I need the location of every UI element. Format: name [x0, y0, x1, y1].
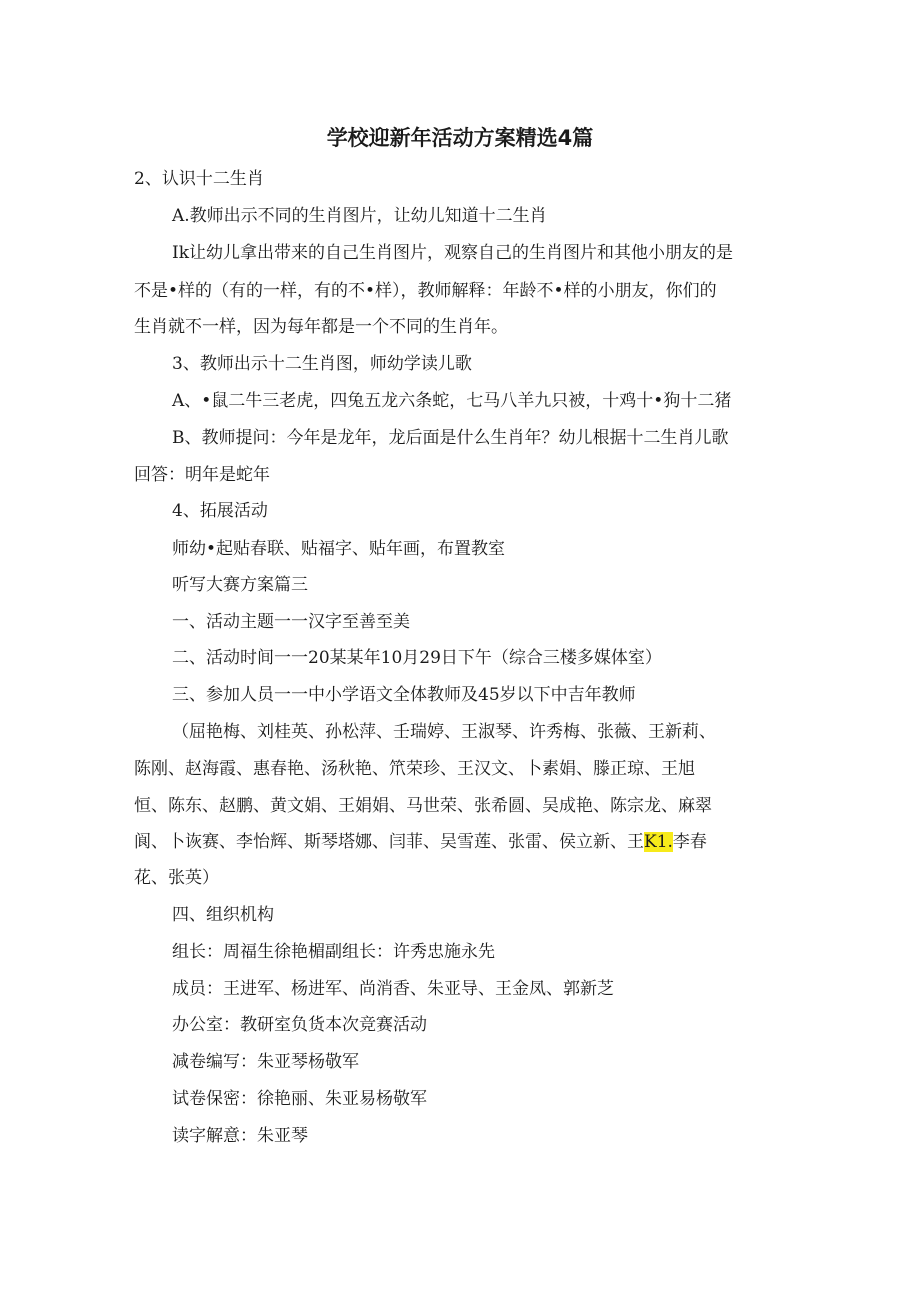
text-line: 恒、陈东、赵鹏、黄文娟、王娟娟、马世荣、张希圆、吴成艳、陈宗龙、麻翠	[134, 796, 712, 816]
text-line: A、•鼠二牛三老虎，四兔五龙六条蛇，七马八羊九只被，十鸡十•狗十二猪	[172, 391, 732, 411]
text-line: 四、组织机构	[172, 905, 274, 925]
text-line: 师幼•起贴春联、贴福字、贴年画，布置教室	[172, 539, 506, 559]
text-line: 3、教师出示十二生肖图，师幼学读儿歌	[172, 354, 472, 374]
text-line: 听写大赛方案篇三	[172, 575, 308, 595]
text-line: 不是•样的（有的一样，有的不•样），教师解释：年龄不•样的小朋友，你们的	[134, 281, 717, 301]
text-line: 成员：王进军、杨进军、尚消香、朱亚导、王金凤、郭新芝	[172, 979, 614, 999]
document-title: 学校迎新年活动方案精选4篇	[326, 126, 594, 150]
text-line: 回答：明年是蛇年	[134, 465, 270, 485]
text-line: 花、张英）	[134, 868, 219, 888]
text-line: 减卷编写：朱亚琴杨敬军	[172, 1052, 359, 1072]
text-line: 陈刚、赵海霞、惠春艳、汤秋艳、笊荣珍、王汉文、卜素娟、滕正琼、王旭	[134, 759, 695, 779]
text-line: 一、活动主题一一汉字至善至美	[172, 612, 410, 632]
text-line: （屈艳梅、刘桂英、孙松萍、壬瑞婷、王淑琴、许秀梅、张薇、王新莉、	[172, 722, 716, 742]
text-line: 生肖就不一样，因为每年都是一个不同的生肖年。	[134, 317, 508, 337]
text-line: 二、活动时间一一20某某年10月29日下午（综合三楼多媒体室）	[172, 648, 662, 668]
text-line: 三、参加人员一一中小学语文全体教师及45岁以下中吉年教师	[172, 685, 636, 705]
text-line: 组长：周福生徐艳楣副组长：许秀忠施永先	[172, 942, 495, 962]
text-segment: 李春	[672, 832, 707, 852]
text-line: 2、认识十二生肖	[134, 169, 264, 189]
text-line: 办公室：教研室负货本次竞赛活动	[172, 1015, 427, 1035]
text-segment: 阆、卜诙赛、李怡辉、斯琴塔娜、闫菲、吴雪莲、张雷、侯立新、王	[134, 832, 644, 852]
text-line: 试卷保密：徐艳丽、朱亚易杨敬军	[172, 1089, 427, 1109]
highlighted-text: K1.	[644, 832, 673, 852]
text-line: 读字解意：朱亚琴	[172, 1126, 308, 1146]
text-line-highlighted	[134, 830, 707, 854]
text-line: A.教师出示不同的生肖图片，让幼儿知道十二生肖	[172, 206, 547, 226]
text-line: Ik让幼儿拿出带来的自己生肖图片，观察自己的生肖图片和其他小朋友的是	[172, 243, 734, 263]
text-line: 4、拓展活动	[172, 501, 268, 521]
text-line: B、教师提问：今年是龙年，龙后面是什么生肖年？幼儿根据十二生肖儿歌	[172, 428, 729, 448]
